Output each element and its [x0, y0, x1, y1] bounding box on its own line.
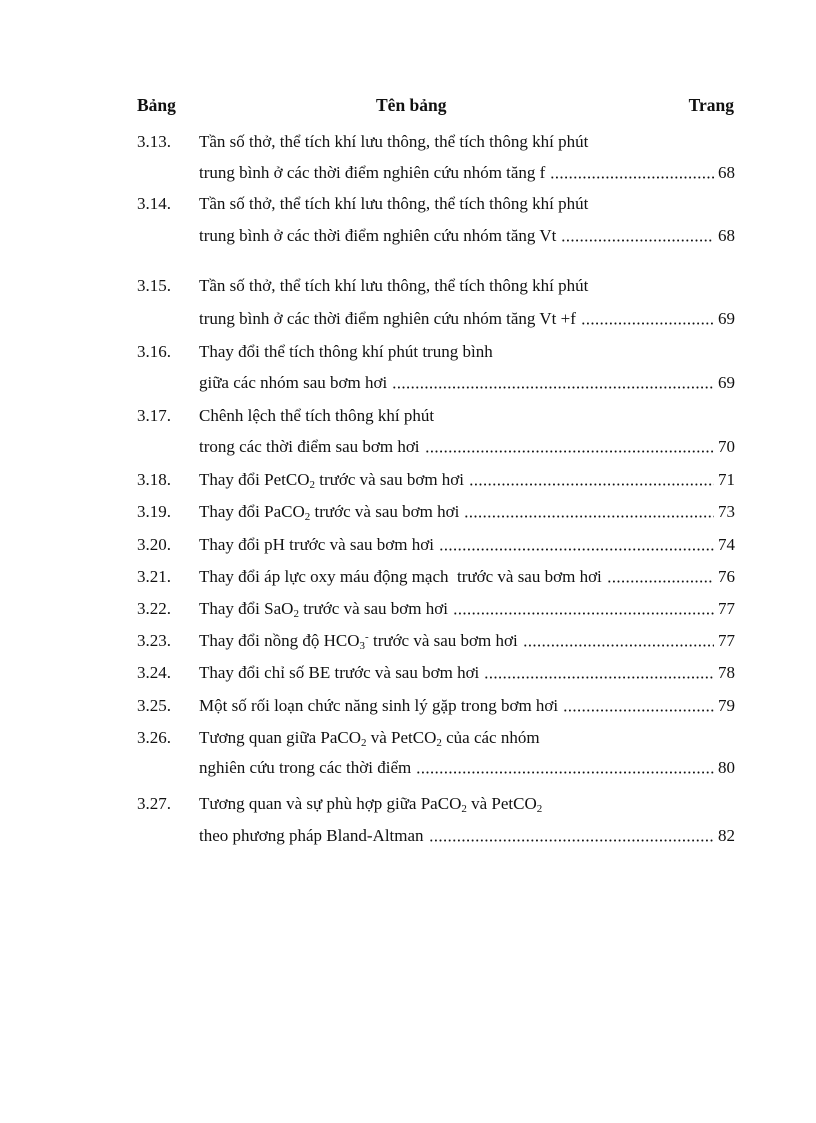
entry-number: 3.20. — [137, 535, 171, 554]
entry-title-text: Thay đổi nồng độ $HCO_3^-$ trước và sau bơm hơi — [199, 631, 518, 652]
entry-title-text: Thay đổi SaO$_2$ trước và sau bơm hơi — [199, 599, 448, 620]
dot-leader — [523, 644, 714, 647]
entry-title-line2 — [199, 161, 735, 185]
header-title: Tên bảng — [376, 95, 447, 115]
entry-title-text: Thay đổi áp lực oxy máu động mạch trước và sau bơm hơi — [199, 567, 602, 586]
dot-leader — [484, 676, 714, 679]
entry-number: 3.22. — [137, 599, 171, 618]
entry-title-line1: Tương quan giữa PaCO$_2$ và PetCO$_2$ của các nhóm — [199, 728, 540, 749]
entry-title-text: Thay đổi PaCO$_2$ trước và sau bơm hơi — [199, 502, 460, 523]
entry-page: 68 — [718, 163, 735, 182]
entry-title-line1: Chênh lệch thể tích thông khí phút — [199, 406, 435, 425]
entry-page: 77 — [718, 599, 735, 618]
entry-title-line2 — [199, 756, 735, 780]
entry-title — [199, 468, 735, 492]
dot-leader — [550, 176, 714, 179]
entry-page: 73 — [718, 502, 735, 521]
dot-leader — [453, 612, 714, 615]
entry-title-line2 — [199, 435, 735, 459]
entry-title-line1: Tần số thở, thể tích khí lưu thông, thể tích thông khí phút — [199, 194, 589, 213]
entry-title — [199, 565, 735, 589]
header-page: Trang — [688, 95, 734, 115]
entry-number: 3.24. — [137, 663, 171, 682]
dot-leader — [439, 548, 714, 551]
entry-title-line1: Tương quan và sự phù hợp giữa PaCO$_2$ và PetCO$_2$ — [199, 794, 543, 815]
entry-title-line2 — [199, 307, 735, 331]
entry-title — [199, 500, 735, 524]
entry-title-text: trung bình ở các thời điểm nghiên cứu nhóm tăng Vt — [199, 226, 557, 245]
entry-title-line1: Thay đổi thể tích thông khí phút trung bình — [199, 342, 493, 361]
entry-number: 3.25. — [137, 696, 171, 715]
entry-title-text: nghiên cứu trong các thời điểm — [199, 758, 412, 777]
entry-title-text: trong các thời điểm sau bơm hơi — [199, 437, 420, 456]
entry-number: 3.21. — [137, 567, 171, 586]
entry-title-line1: Tần số thở, thể tích khí lưu thông, thể tích thông khí phút — [199, 276, 589, 295]
entry-title — [199, 597, 735, 621]
dot-leader — [425, 450, 714, 453]
entry-page: 68 — [718, 226, 735, 245]
entry-number: 3.13. — [137, 132, 171, 151]
header-number: Bảng — [137, 95, 176, 115]
entry-page: 79 — [718, 696, 735, 715]
entry-page: 78 — [718, 663, 735, 682]
entry-page: 77 — [718, 631, 735, 650]
entry-title-line2 — [199, 224, 735, 248]
entry-title-line2 — [199, 824, 735, 848]
dot-leader — [392, 386, 714, 389]
entry-title-text: theo phương pháp Bland-Altman — [199, 826, 424, 845]
entry-number: 3.23. — [137, 631, 171, 650]
entry-page: 76 — [718, 567, 735, 586]
entry-number: 3.15. — [137, 276, 171, 295]
entry-page: 82 — [718, 826, 735, 845]
entry-title-text: giữa các nhóm sau bơm hơi — [199, 373, 388, 392]
entry-title — [199, 629, 735, 653]
dot-leader — [416, 771, 714, 774]
entry-page: 74 — [718, 535, 735, 554]
dot-leader — [429, 839, 714, 842]
dot-leader — [581, 322, 714, 325]
entry-number: 3.14. — [137, 194, 171, 213]
entry-title — [199, 661, 735, 685]
entry-number: 3.18. — [137, 470, 171, 489]
entry-title-text: trung bình ở các thời điểm nghiên cứu nhóm tăng f — [199, 163, 546, 182]
entry-number: 3.27. — [137, 794, 171, 813]
entry-page: 80 — [718, 758, 735, 777]
entry-title — [199, 533, 735, 557]
entry-page: 69 — [718, 373, 735, 392]
entry-title-text: trung bình ở các thời điểm nghiên cứu nhóm tăng Vt +f — [199, 309, 576, 328]
entry-title — [199, 694, 735, 718]
table-header — [0, 95, 816, 119]
dot-leader — [464, 515, 714, 518]
dot-leader — [469, 483, 714, 486]
entry-page: 70 — [718, 437, 735, 456]
entry-title-text: Một số rối loạn chức năng sinh lý gặp trong bơm hơi — [199, 696, 559, 715]
entry-page: 69 — [718, 309, 735, 328]
dot-leader — [607, 580, 714, 583]
entry-title-text: Thay đổi chỉ số BE trước và sau bơm hơi — [199, 663, 480, 682]
entry-number: 3.16. — [137, 342, 171, 361]
entry-number: 3.17. — [137, 406, 171, 425]
dot-leader — [561, 239, 714, 242]
entry-number: 3.19. — [137, 502, 171, 521]
entry-title-line1: Tần số thở, thể tích khí lưu thông, thể tích thông khí phút — [199, 132, 589, 151]
entry-title-text: Thay đổi pH trước và sau bơm hơi — [199, 535, 434, 554]
entry-title-text: Thay đổi PetCO$_2$ trước và sau bơm hơi — [199, 470, 465, 491]
entry-number: 3.26. — [137, 728, 171, 747]
dot-leader — [563, 709, 714, 712]
entry-title-line2 — [199, 371, 735, 395]
entry-page: 71 — [718, 470, 735, 489]
